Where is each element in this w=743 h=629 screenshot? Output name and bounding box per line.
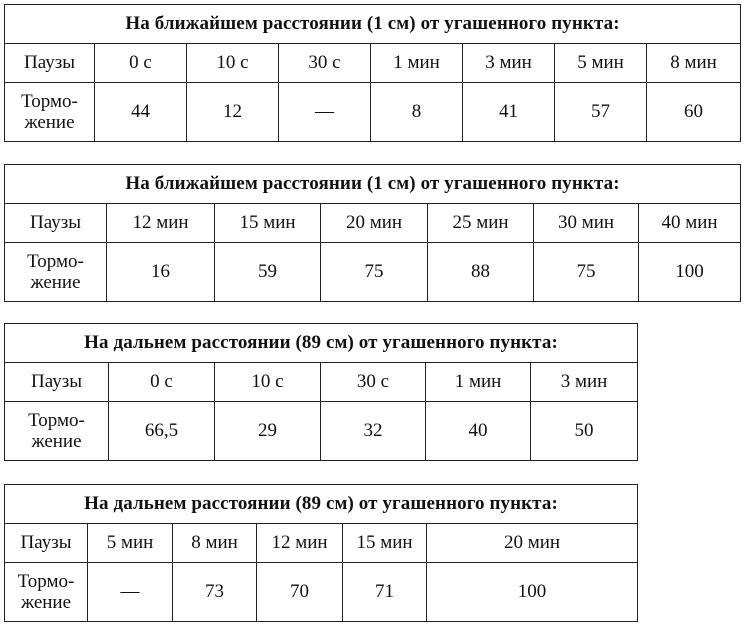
- column-header: 15 мин: [215, 204, 321, 243]
- column-header: 0 с: [109, 363, 215, 402]
- data-cell: 100: [639, 243, 741, 302]
- column-header: 1 мин: [426, 363, 531, 402]
- column-header: 12 мин: [257, 524, 343, 563]
- column-header: 40 мин: [639, 204, 741, 243]
- data-cell: 66,5: [109, 402, 215, 461]
- table-header-row: [5, 524, 638, 563]
- table-title: На дальнем расстоянии (89 см) от угашенного пункта:: [5, 324, 638, 363]
- table-value-row: [5, 563, 638, 622]
- table-title: На ближайшем расстоянии (1 см) от угашенного пункта:: [5, 5, 741, 44]
- column-header: 5 мин: [555, 44, 647, 83]
- table-header-row: [5, 44, 741, 83]
- data-cell: 16: [107, 243, 215, 302]
- table-title-row: [5, 5, 741, 44]
- row-label-header: Паузы: [5, 44, 95, 83]
- column-header: 8 мин: [647, 44, 741, 83]
- column-header: 10 с: [187, 44, 279, 83]
- data-cell: 40: [426, 402, 531, 461]
- row-label-header: Паузы: [5, 524, 88, 563]
- table-value-row: [5, 243, 741, 302]
- column-header: 25 мин: [428, 204, 534, 243]
- table-header-row: [5, 363, 638, 402]
- data-cell: 57: [555, 83, 647, 142]
- column-header: 10 с: [215, 363, 321, 402]
- data-cell: 71: [343, 563, 427, 622]
- column-header: 20 мин: [427, 524, 638, 563]
- table-header-row: [5, 204, 741, 243]
- row-label-line-2: жение: [20, 592, 72, 613]
- column-header: 8 мин: [173, 524, 257, 563]
- data-cell: 29: [215, 402, 321, 461]
- data-table-2: [4, 164, 741, 302]
- column-header: 5 мин: [88, 524, 173, 563]
- row-label-values: [5, 563, 88, 622]
- table-value-row: [5, 83, 741, 142]
- row-label-line-1: Тормо-: [27, 250, 84, 272]
- row-label-line-1: Тормо-: [17, 570, 75, 592]
- data-cell: —: [88, 563, 173, 622]
- row-label-values: [5, 243, 107, 302]
- row-label-header: Паузы: [5, 204, 107, 243]
- data-cell: 75: [321, 243, 428, 302]
- data-cell: 50: [531, 402, 638, 461]
- column-header: 30 мин: [534, 204, 639, 243]
- data-cell: 59: [215, 243, 321, 302]
- data-cell: 8: [371, 83, 463, 142]
- data-cell: 100: [427, 563, 638, 622]
- data-table-4: [4, 484, 638, 622]
- row-label-line-2: жение: [30, 272, 81, 293]
- data-cell: 12: [187, 83, 279, 142]
- column-header: 30 с: [279, 44, 371, 83]
- row-label-line-2: жение: [24, 112, 75, 133]
- table-title-row: [5, 485, 638, 524]
- column-header: 30 с: [321, 363, 426, 402]
- table-title: На ближайшем расстоянии (1 см) от угашенного пункта:: [5, 165, 741, 204]
- table-title-row: [5, 165, 741, 204]
- column-header: 0 с: [95, 44, 187, 83]
- data-cell: 88: [428, 243, 534, 302]
- data-cell: 73: [173, 563, 257, 622]
- data-cell: 44: [95, 83, 187, 142]
- row-label-line-2: жение: [31, 431, 82, 452]
- table-value-row: [5, 402, 638, 461]
- data-table-3: [4, 323, 638, 461]
- data-cell: 70: [257, 563, 343, 622]
- row-label-header: Паузы: [5, 363, 109, 402]
- row-label-line-1: Тормо-: [28, 409, 85, 431]
- column-header: 3 мин: [463, 44, 555, 83]
- data-table-1: [4, 4, 741, 142]
- data-cell: —: [279, 83, 371, 142]
- column-header: 3 мин: [531, 363, 638, 402]
- table-title-row: [5, 324, 638, 363]
- column-header: 12 мин: [107, 204, 215, 243]
- row-label-values: [5, 402, 109, 461]
- row-label-line-1: Тормо-: [21, 90, 78, 112]
- column-header: 15 мин: [343, 524, 427, 563]
- column-header: 20 мин: [321, 204, 428, 243]
- column-header: 1 мин: [371, 44, 463, 83]
- data-cell: 41: [463, 83, 555, 142]
- table-title: На дальнем расстоянии (89 см) от угашенного пункта:: [5, 485, 638, 524]
- data-cell: 75: [534, 243, 639, 302]
- row-label-values: [5, 83, 95, 142]
- data-cell: 60: [647, 83, 741, 142]
- data-cell: 32: [321, 402, 426, 461]
